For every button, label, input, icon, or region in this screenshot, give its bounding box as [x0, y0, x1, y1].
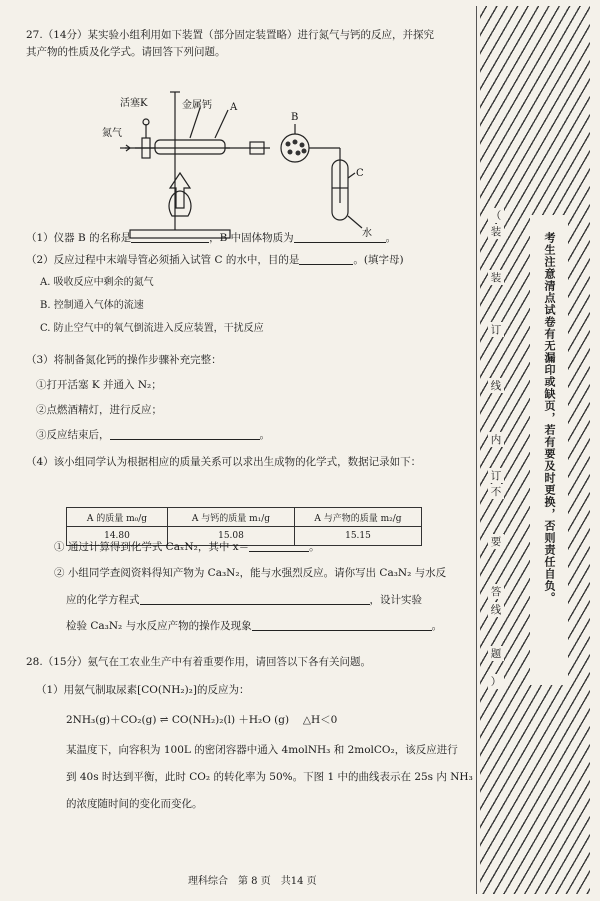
label-gas: 氮气	[102, 128, 122, 139]
q27-4-2-text-c: ，设计实验	[369, 594, 422, 606]
answer-blank[interactable]	[140, 593, 370, 605]
q28-equation: 2NH₃(g)＋CO₂(g) ⇌ CO(NH₂)₂(l) ＋H₂O (g) △H＜0	[66, 714, 338, 726]
q27-4-2-line-2	[66, 593, 422, 607]
table-cell: 15.08	[168, 527, 295, 546]
answer-blank[interactable]	[294, 231, 386, 243]
binding-divider	[476, 6, 477, 894]
binding-word: 内	[488, 432, 504, 447]
q27-4-2: ② 小组同学查阅资料得知产物为 Ca₃N₂，能与水强烈反应。请你写出 Ca₃N₂ 与水反	[54, 567, 447, 579]
answer-blank[interactable]	[131, 231, 209, 243]
label-c: C	[356, 168, 364, 179]
label-metal: 金属钙	[182, 100, 212, 111]
q28-paragraph-3: 的浓度随时间的变化而变化。	[66, 798, 203, 810]
q27-3-step-2: ②点燃酒精灯，进行反应；	[36, 404, 162, 416]
q27-2-option-b: B. 控制通入气体的流速	[40, 300, 144, 311]
q27-1-text-c: 。	[385, 232, 397, 244]
q27-3-step-1: ①打开活塞 K 并通入 N₂；	[36, 379, 162, 391]
q27-1-text-a: （1）仪器 B 的名称是	[26, 232, 132, 244]
answer-blank[interactable]	[110, 428, 260, 440]
table-cell: 15.15	[295, 527, 422, 546]
apparatus-diagram	[100, 88, 390, 248]
q27-4-2-line-3	[66, 619, 442, 633]
binding-word: 不	[488, 484, 504, 499]
label-valve: 活塞K	[120, 98, 148, 109]
binding-word: ）	[488, 674, 504, 689]
q27-4-1	[54, 540, 320, 554]
table-header-cell: A 的质量 m₀/g	[67, 508, 168, 527]
page-footer: 理科综合 第 8 页 共14 页	[188, 876, 317, 887]
table-row	[67, 508, 422, 527]
binding-word: 装	[488, 224, 504, 239]
label-b: B	[291, 112, 299, 123]
q27-3-step-3	[36, 428, 270, 442]
binding-word: 要	[488, 534, 504, 549]
q27-2-option-a: A. 吸收反应中剩余的氮气	[40, 277, 154, 288]
table-header-cell: A 与钙的质量 m₁/g	[168, 508, 295, 527]
binding-word: 订	[488, 468, 504, 483]
binding-word: 题	[488, 646, 504, 661]
label-a: A	[230, 102, 238, 113]
q27-4-2-text-e: 。	[431, 620, 443, 632]
q27-2-option-c: C. 防止空气中的氧气倒流进入反应装置，干扰反应	[40, 323, 264, 334]
q28-1: （1）用氨气制取尿素[CO(NH₂)₂]的反应为：	[36, 684, 250, 696]
binding-word: 线	[488, 602, 504, 617]
q27-2-text-b: 。(填字母)	[353, 254, 404, 266]
q27-3: （3）将制备氮化钙的操作步骤补充完整：	[26, 354, 222, 366]
q27-1	[26, 231, 396, 245]
q27-4-2-text-b: 应的化学方程式	[66, 594, 140, 606]
q27-4-1-text: ① 通过计算得到化学式 CaₓN₂，其中 x＝	[54, 541, 250, 553]
q27-4-2-text-d: 检验 Ca₃N₂ 与水反应产物的操作及现象	[66, 620, 252, 632]
table-cell: 14.80	[67, 527, 168, 546]
q27-4-1-end: 。	[309, 541, 320, 553]
answer-blank[interactable]	[249, 540, 309, 552]
q27-2	[26, 253, 404, 267]
q27-heading-2: 其产物的性质及化学式。请回答下列问题。	[26, 46, 226, 58]
answer-blank[interactable]	[252, 619, 432, 631]
q27-4: （4）该小组同学认为根据相应的质量关系可以求出生成物的化学式，数据记录如下：	[26, 456, 422, 468]
q27-2-text: （2）反应过程中末端导管必须插入试管 C 的水中，目的是	[26, 254, 300, 266]
answer-blank[interactable]	[299, 253, 353, 265]
binding-word: 装	[488, 270, 504, 285]
notice-text: 考生注意清点试卷有无漏印或缺页，若有要及时更换，否则责任自负。	[543, 232, 556, 604]
binding-word: 订	[488, 322, 504, 337]
binding-word: （	[488, 208, 504, 223]
binding-word: 答	[488, 584, 504, 599]
binding-word: 线	[488, 378, 504, 393]
q27-3-end: 。	[259, 429, 270, 441]
label-water: 水	[362, 228, 372, 239]
q27-1-text-b: ，B 中固体物质为	[209, 232, 294, 244]
q28-paragraph-1: 某温度下，向容积为 100L 的密闭容器中通入 4molNH₃ 和 2molCO₂，该反应进行	[66, 744, 458, 756]
q27-heading: 27.（14分）某实验小组利用如下装置（部分固定装置略）进行氮气与钙的反应，并探究	[26, 29, 435, 41]
q28-paragraph-2: 到 40s 时达到平衡，此时 CO₂ 的转化率为 50%。下图 1 中的曲线表示在 25s 内 NH₃	[66, 771, 473, 783]
table-header-cell: A 与产物的质量 m₂/g	[295, 508, 422, 527]
q28-heading: 28.（15分）氨气在工农业生产中有着重要作用，请回答以下各有关问题。	[26, 656, 372, 668]
q27-3-step-3-text: ③反应结束后，	[36, 429, 110, 441]
